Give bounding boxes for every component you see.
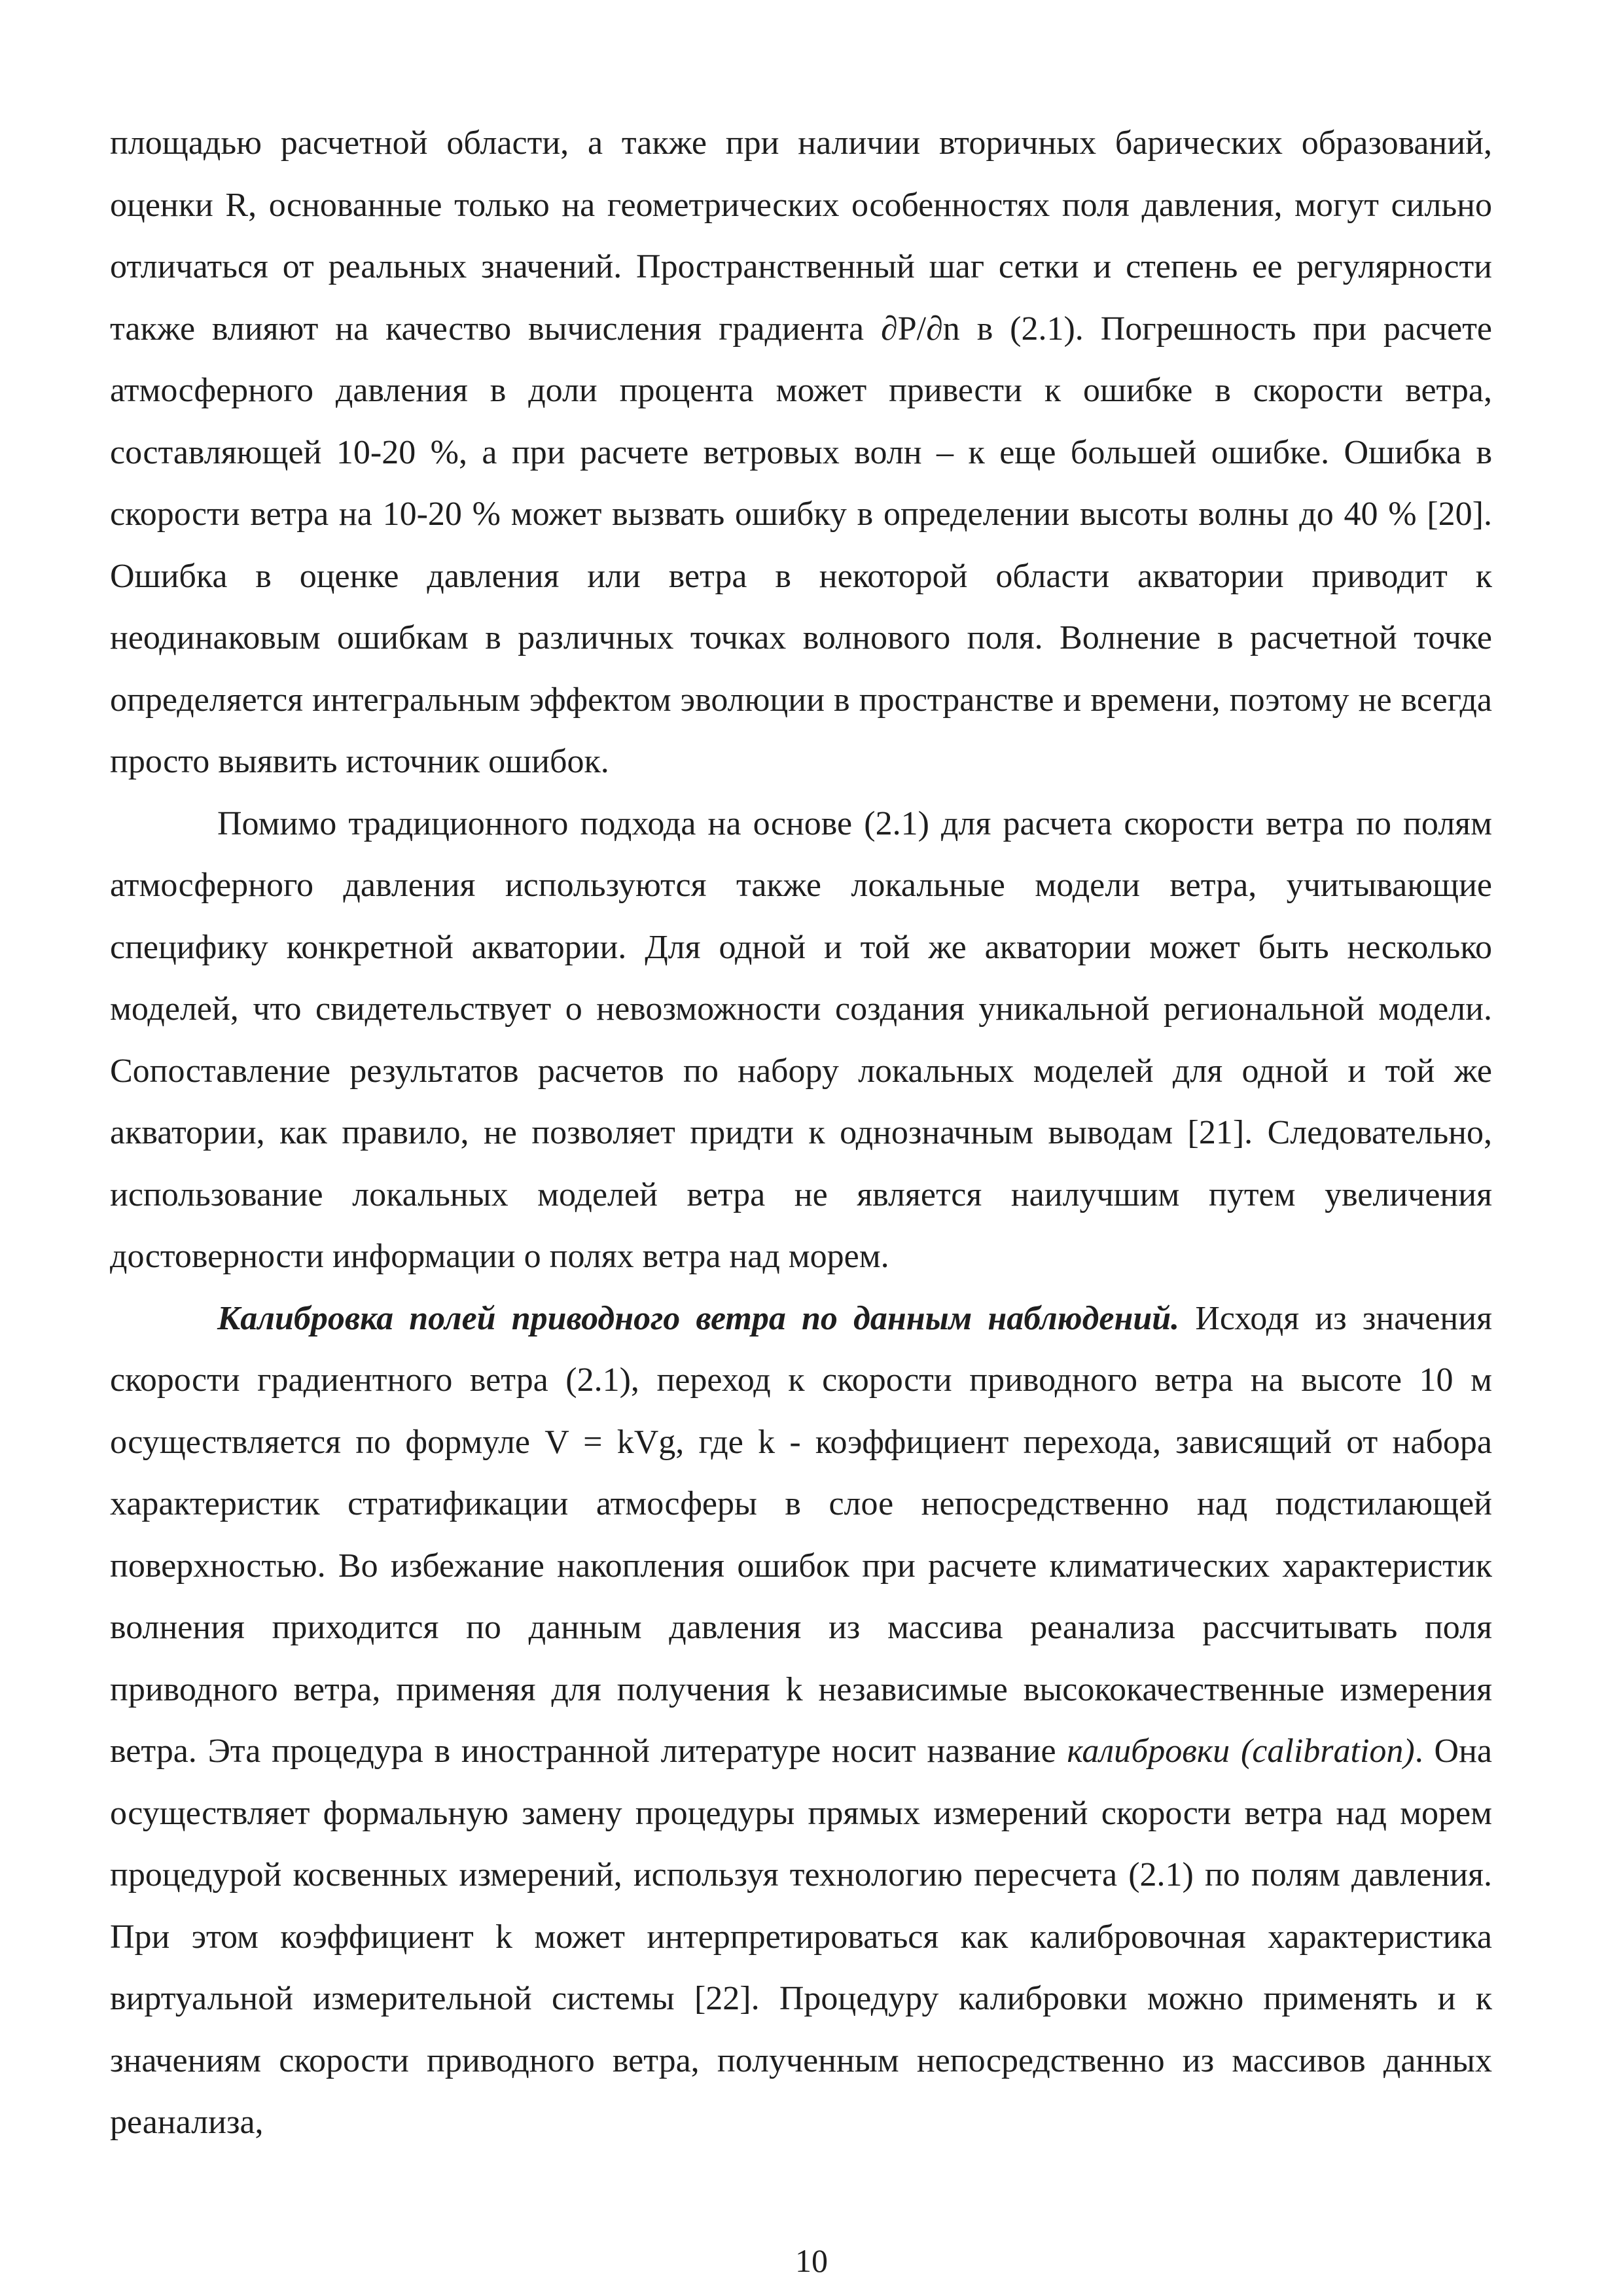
paragraph-3-text-a: Исходя из значения скорости градиентного ветра (2.1), переход к скорости приводного ветра на высоте 10 м осуществляется по формуле V = kVg, где k - коэффициент перехода, зависящий от набора характеристик стратификации атмосферы в слое непосредственно над подстилающей поверхностью. Во избежание накопления ошибок при расчете климатических характеристик волнения приходится по данным давления из массива реанализа рассчитывать поля приводного ветра, применяя для получения k независимые высококачественные измерения ветра. Эта процедура в иностранной литературе носит название bbox=[110, 1299, 1492, 1770]
section-heading: Калибровка полей приводного ветра по данным наблюдений. bbox=[217, 1299, 1180, 1337]
paragraph-3-text-b: . Она осуществляет формальную замену процедуры прямых измерений скорости ветра над морем процедурой косвенных измерений, используя технологию пересчета (2.1) по полям давления. При этом коэффициент k может интерпретироваться как калибровочная характеристика виртуальной измерительной системы [22]. Процедуру калибровки можно применять и к значениям скорости приводного ветра, полученным непосредственно из массивов данных реанализа, bbox=[110, 1732, 1492, 2141]
paragraph-3 bbox=[110, 1288, 1492, 2154]
paragraph-1: площадью расчетной области, а также при наличии вторичных барических образований, оценки R, основанные только на геометрических особенностях поля давления, могут сильно отличаться от реальных значений. Пространственный шаг сетки и степень ее регулярности также влияют на качество вычисления градиента ∂P/∂n в (2.1). Погрешность при расчете атмосферного давления в доли процента может привести к ошибке в скорости ветра, составляющей 10-20 %, а при расчете ветровых волн – к еще большей ошибке. Ошибка в скорости ветра на 10-20 % может вызвать ошибку в определении высоты волны до 40 % [20]. Ошибка в оценке давления или ветра в некоторой области акватории приводит к неодинаковым ошибкам в различных точках волнового поля. Волнение в расчетной точке определяется интегральным эффектом эволюции в пространстве и времени, поэтому не всегда просто выявить источник ошибок. bbox=[110, 124, 1492, 780]
body-text bbox=[110, 113, 1492, 2154]
term-calibration-ru: калибровки bbox=[1067, 1732, 1230, 1770]
page-number: 10 bbox=[795, 2242, 828, 2279]
term-calibration-en: (calibration) bbox=[1240, 1732, 1415, 1770]
paragraph-2: Помимо традиционного подхода на основе (2.1) для расчета скорости ветра по полям атмосферного давления используются также локальные модели ветра, учитывающие специфику конкретной акватории. Для одной и той же акватории может быть несколько моделей, что свидетельствует о невозможности создания уникальной региональной модели. Сопоставление результатов расчетов по набору локальных моделей для одной и той же акватории, как правило, не позволяет придти к однозначным выводам [21]. Следовательно, использование локальных моделей ветра не является наилучшим путем увеличения достоверности информации о полях ветра над морем. bbox=[110, 804, 1492, 1275]
